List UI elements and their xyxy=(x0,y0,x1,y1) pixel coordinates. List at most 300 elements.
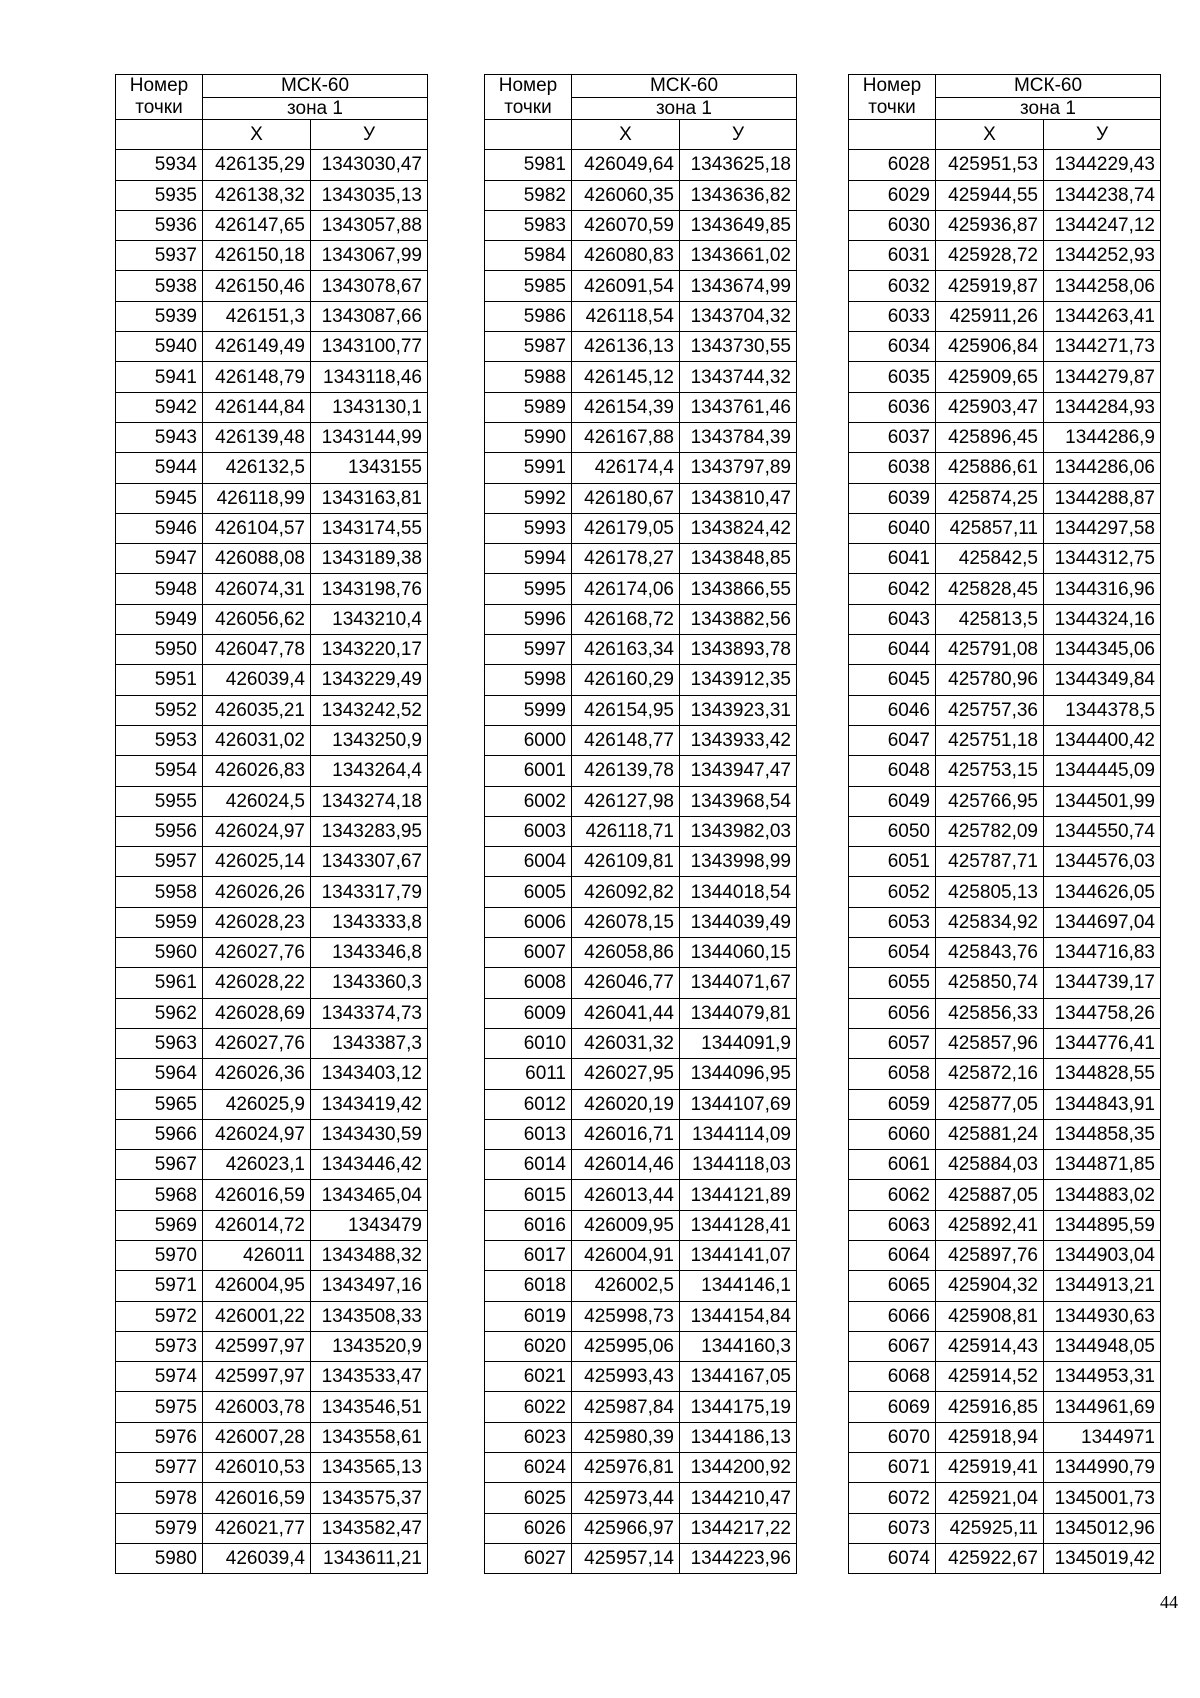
y-coordinate-cell: 1343465,04 xyxy=(311,1180,428,1210)
x-coordinate-cell: 426088,08 xyxy=(203,544,311,574)
point-number-cell: 5947 xyxy=(116,544,203,574)
table-row xyxy=(849,392,1161,422)
y-coordinate-cell: 1344210,47 xyxy=(680,1483,797,1513)
y-coordinate-cell: 1344883,02 xyxy=(1044,1180,1161,1210)
point-number-header: Номер точки xyxy=(485,75,572,120)
table-row xyxy=(116,695,428,725)
y-coordinate-cell: 1343155 xyxy=(311,453,428,483)
table-row xyxy=(116,1059,428,1089)
x-coordinate-cell: 426039,4 xyxy=(203,1543,311,1573)
y-coordinate-cell: 1343558,61 xyxy=(311,1422,428,1452)
table-row xyxy=(116,816,428,846)
y-coordinate-cell: 1343649,85 xyxy=(680,210,797,240)
x-coordinate-cell: 426174,4 xyxy=(572,453,680,483)
x-coordinate-cell: 426178,27 xyxy=(572,544,680,574)
point-number-cell: 6034 xyxy=(849,332,936,362)
table-row xyxy=(116,1422,428,1452)
point-number-cell: 5952 xyxy=(116,695,203,725)
y-coordinate-cell: 1344990,79 xyxy=(1044,1453,1161,1483)
table-row xyxy=(116,998,428,1028)
point-number-cell: 6049 xyxy=(849,786,936,816)
x-coordinate-cell: 425908,81 xyxy=(936,1301,1044,1331)
x-coordinate-cell: 425842,5 xyxy=(936,544,1044,574)
table-row xyxy=(849,513,1161,543)
table-row xyxy=(849,1180,1161,1210)
point-number-cell: 5988 xyxy=(485,362,572,392)
table-row xyxy=(485,998,797,1028)
y-coordinate-cell: 1343824,42 xyxy=(680,513,797,543)
point-number-cell: 6045 xyxy=(849,665,936,695)
point-number-cell: 6038 xyxy=(849,453,936,483)
y-coordinate-cell: 1343274,18 xyxy=(311,786,428,816)
x-coordinate-cell: 425914,43 xyxy=(936,1331,1044,1361)
y-coordinate-cell: 1343947,47 xyxy=(680,756,797,786)
point-number-cell: 5991 xyxy=(485,453,572,483)
table-row xyxy=(485,847,797,877)
table-row xyxy=(849,1543,1161,1573)
y-coordinate-cell: 1343625,18 xyxy=(680,150,797,180)
table-row xyxy=(485,301,797,331)
point-number-cell: 5934 xyxy=(116,150,203,180)
point-number-cell: 6072 xyxy=(849,1483,936,1513)
point-number-cell: 6022 xyxy=(485,1392,572,1422)
point-number-cell: 6003 xyxy=(485,816,572,846)
table-row xyxy=(485,574,797,604)
table-row xyxy=(116,1180,428,1210)
x-coordinate-cell: 426049,64 xyxy=(572,150,680,180)
table-row xyxy=(849,938,1161,968)
table-row xyxy=(849,635,1161,665)
y-coordinate-cell: 1343189,38 xyxy=(311,544,428,574)
y-coordinate-cell: 1344345,06 xyxy=(1044,635,1161,665)
point-number-cell: 5966 xyxy=(116,1119,203,1149)
x-coordinate-cell: 425998,73 xyxy=(572,1301,680,1331)
point-number-cell: 5954 xyxy=(116,756,203,786)
point-number-cell: 5964 xyxy=(116,1059,203,1089)
x-coordinate-cell: 426016,59 xyxy=(203,1483,311,1513)
x-coordinate-cell: 426025,14 xyxy=(203,847,311,877)
x-coordinate-cell: 425892,41 xyxy=(936,1210,1044,1240)
table-row xyxy=(485,1150,797,1180)
x-coordinate-cell: 425980,39 xyxy=(572,1422,680,1452)
point-number-cell: 6050 xyxy=(849,816,936,846)
table-row xyxy=(485,453,797,483)
x-coordinate-cell: 426016,59 xyxy=(203,1180,311,1210)
x-coordinate-cell: 425922,67 xyxy=(936,1543,1044,1573)
table-row xyxy=(485,1240,797,1270)
table-row xyxy=(116,1331,428,1361)
table-row xyxy=(485,725,797,755)
point-number-cell: 5980 xyxy=(116,1543,203,1573)
table-row xyxy=(849,1150,1161,1180)
x-coordinate-cell: 426041,44 xyxy=(572,998,680,1028)
point-number-cell: 5957 xyxy=(116,847,203,877)
x-coordinate-cell: 426047,78 xyxy=(203,635,311,665)
x-coordinate-cell: 426150,46 xyxy=(203,271,311,301)
point-number-cell: 6039 xyxy=(849,483,936,513)
point-number-cell: 5986 xyxy=(485,301,572,331)
x-coordinate-cell: 425887,05 xyxy=(936,1180,1044,1210)
x-coordinate-cell: 426180,67 xyxy=(572,483,680,513)
y-coordinate-cell: 1344229,43 xyxy=(1044,150,1161,180)
table-row xyxy=(485,786,797,816)
x-coordinate-cell: 426004,91 xyxy=(572,1240,680,1270)
point-number-cell: 5967 xyxy=(116,1150,203,1180)
x-coordinate-cell: 425780,96 xyxy=(936,665,1044,695)
table-row xyxy=(485,907,797,937)
point-number-cell: 6056 xyxy=(849,998,936,1028)
y-coordinate-cell: 1343130,1 xyxy=(311,392,428,422)
point-number-cell: 5953 xyxy=(116,725,203,755)
point-number-cell: 6066 xyxy=(849,1301,936,1331)
point-number-cell: 6010 xyxy=(485,1028,572,1058)
y-coordinate-cell: 1344060,15 xyxy=(680,938,797,968)
header-empty-cell xyxy=(849,120,936,150)
point-number-cell: 5938 xyxy=(116,271,203,301)
y-coordinate-cell: 1343611,21 xyxy=(311,1543,428,1573)
y-coordinate-cell: 1343968,54 xyxy=(680,786,797,816)
y-coordinate-cell: 1343998,99 xyxy=(680,847,797,877)
x-coordinate-cell: 425966,97 xyxy=(572,1513,680,1543)
x-coordinate-cell: 425857,96 xyxy=(936,1028,1044,1058)
y-coordinate-cell: 1343674,99 xyxy=(680,271,797,301)
y-coordinate-cell: 1343118,46 xyxy=(311,362,428,392)
x-coordinate-cell: 425896,45 xyxy=(936,422,1044,452)
y-coordinate-cell: 1343704,32 xyxy=(680,301,797,331)
y-coordinate-cell: 1343419,42 xyxy=(311,1089,428,1119)
point-number-cell: 5940 xyxy=(116,332,203,362)
x-coordinate-cell: 425751,18 xyxy=(936,725,1044,755)
y-coordinate-cell: 1343333,8 xyxy=(311,907,428,937)
table-row xyxy=(849,1513,1161,1543)
y-coordinate-cell: 1343220,17 xyxy=(311,635,428,665)
table-row xyxy=(485,1331,797,1361)
x-coordinate-cell: 425843,76 xyxy=(936,938,1044,968)
point-number-cell: 6036 xyxy=(849,392,936,422)
x-coordinate-cell: 426014,72 xyxy=(203,1210,311,1240)
y-coordinate-cell: 1343508,33 xyxy=(311,1301,428,1331)
table-row xyxy=(849,604,1161,634)
y-coordinate-cell: 1343374,73 xyxy=(311,998,428,1028)
x-coordinate-cell: 426027,76 xyxy=(203,938,311,968)
table-row xyxy=(849,241,1161,271)
table-row xyxy=(849,816,1161,846)
y-coordinate-cell: 1344107,69 xyxy=(680,1089,797,1119)
y-coordinate-cell: 1343030,47 xyxy=(311,150,428,180)
x-coordinate-cell: 426118,99 xyxy=(203,483,311,513)
point-number-cell: 6032 xyxy=(849,271,936,301)
point-number-cell: 6037 xyxy=(849,422,936,452)
x-coordinate-cell: 425976,81 xyxy=(572,1453,680,1483)
x-coordinate-cell: 426060,35 xyxy=(572,180,680,210)
point-number-cell: 5985 xyxy=(485,271,572,301)
point-number-cell: 5968 xyxy=(116,1180,203,1210)
coordinates-table-3 xyxy=(848,74,1161,1574)
table-row xyxy=(849,786,1161,816)
x-coordinate-cell: 426026,83 xyxy=(203,756,311,786)
table-row xyxy=(849,1271,1161,1301)
table-row xyxy=(849,301,1161,331)
point-number-cell: 6062 xyxy=(849,1180,936,1210)
x-coordinate-cell: 425787,71 xyxy=(936,847,1044,877)
x-coordinate-cell: 426163,34 xyxy=(572,635,680,665)
table-row xyxy=(116,332,428,362)
y-coordinate-cell: 1343982,03 xyxy=(680,816,797,846)
page-number: 44 xyxy=(1160,1592,1178,1612)
point-number-cell: 6040 xyxy=(849,513,936,543)
x-column-header: Х xyxy=(936,120,1044,150)
y-coordinate-cell: 1344871,85 xyxy=(1044,1150,1161,1180)
coordinate-system-header: МСК-60 xyxy=(936,75,1161,98)
y-coordinate-cell: 1344279,87 xyxy=(1044,362,1161,392)
table-row xyxy=(116,1240,428,1270)
y-coordinate-cell: 1344316,96 xyxy=(1044,574,1161,604)
point-number-cell: 5935 xyxy=(116,180,203,210)
table-row xyxy=(849,332,1161,362)
table-row xyxy=(849,1453,1161,1483)
x-coordinate-cell: 425897,76 xyxy=(936,1240,1044,1270)
table-row xyxy=(849,362,1161,392)
y-coordinate-cell: 1344576,03 xyxy=(1044,847,1161,877)
table-row xyxy=(485,1210,797,1240)
x-coordinate-cell: 426026,26 xyxy=(203,877,311,907)
table-row xyxy=(849,1392,1161,1422)
x-coordinate-cell: 426026,36 xyxy=(203,1059,311,1089)
table-row xyxy=(849,271,1161,301)
y-coordinate-cell: 1344400,42 xyxy=(1044,725,1161,755)
y-coordinate-cell: 1343533,47 xyxy=(311,1362,428,1392)
y-coordinate-cell: 1344286,06 xyxy=(1044,453,1161,483)
x-coordinate-cell: 425856,33 xyxy=(936,998,1044,1028)
y-coordinate-cell: 1344895,59 xyxy=(1044,1210,1161,1240)
table-row xyxy=(485,1271,797,1301)
x-coordinate-cell: 425872,16 xyxy=(936,1059,1044,1089)
table-row xyxy=(849,968,1161,998)
table-row xyxy=(485,150,797,180)
x-coordinate-cell: 425936,87 xyxy=(936,210,1044,240)
point-number-cell: 6001 xyxy=(485,756,572,786)
table-row xyxy=(116,907,428,937)
y-coordinate-cell: 1343784,39 xyxy=(680,422,797,452)
table-row xyxy=(849,907,1161,937)
x-coordinate-cell: 426024,5 xyxy=(203,786,311,816)
x-coordinate-cell: 426039,4 xyxy=(203,665,311,695)
point-number-cell: 5973 xyxy=(116,1331,203,1361)
table-row xyxy=(849,695,1161,725)
y-coordinate-cell: 1343210,4 xyxy=(311,604,428,634)
table-row xyxy=(485,483,797,513)
table-row xyxy=(849,180,1161,210)
y-coordinate-cell: 1344263,41 xyxy=(1044,301,1161,331)
x-coordinate-cell: 425903,47 xyxy=(936,392,1044,422)
x-coordinate-cell: 425886,61 xyxy=(936,453,1044,483)
table-row xyxy=(485,1422,797,1452)
y-coordinate-cell: 1344146,1 xyxy=(680,1271,797,1301)
y-coordinate-cell: 1343403,12 xyxy=(311,1059,428,1089)
point-number-cell: 6016 xyxy=(485,1210,572,1240)
point-number-cell: 6007 xyxy=(485,938,572,968)
x-coordinate-cell: 426035,21 xyxy=(203,695,311,725)
point-number-cell: 6009 xyxy=(485,998,572,1028)
table-row xyxy=(116,544,428,574)
table-row xyxy=(485,513,797,543)
point-number-cell: 6028 xyxy=(849,150,936,180)
y-coordinate-cell: 1343242,52 xyxy=(311,695,428,725)
x-coordinate-cell: 426014,46 xyxy=(572,1150,680,1180)
x-coordinate-cell: 425919,87 xyxy=(936,271,1044,301)
x-coordinate-cell: 426080,83 xyxy=(572,241,680,271)
point-number-cell: 5999 xyxy=(485,695,572,725)
x-coordinate-cell: 426147,65 xyxy=(203,210,311,240)
point-number-cell: 6055 xyxy=(849,968,936,998)
point-number-cell: 6053 xyxy=(849,907,936,937)
point-number-cell: 6067 xyxy=(849,1331,936,1361)
y-coordinate-cell: 1343744,32 xyxy=(680,362,797,392)
table-row xyxy=(485,180,797,210)
x-coordinate-cell: 426002,5 xyxy=(572,1271,680,1301)
x-coordinate-cell: 426058,86 xyxy=(572,938,680,968)
x-coordinate-cell: 425944,55 xyxy=(936,180,1044,210)
table-row xyxy=(116,483,428,513)
table-row xyxy=(116,210,428,240)
table-row xyxy=(116,1513,428,1543)
table-row xyxy=(116,1210,428,1240)
point-number-cell: 6006 xyxy=(485,907,572,937)
y-coordinate-cell: 1343087,66 xyxy=(311,301,428,331)
y-coordinate-cell: 1343430,59 xyxy=(311,1119,428,1149)
point-number-cell: 6012 xyxy=(485,1089,572,1119)
x-coordinate-cell: 426127,98 xyxy=(572,786,680,816)
point-number-cell: 6069 xyxy=(849,1392,936,1422)
point-number-cell: 6046 xyxy=(849,695,936,725)
x-coordinate-cell: 425951,53 xyxy=(936,150,1044,180)
x-coordinate-cell: 425828,45 xyxy=(936,574,1044,604)
point-number-cell: 5983 xyxy=(485,210,572,240)
table-row xyxy=(849,1059,1161,1089)
table-row xyxy=(116,1119,428,1149)
x-coordinate-cell: 425925,11 xyxy=(936,1513,1044,1543)
point-number-cell: 6043 xyxy=(849,604,936,634)
y-coordinate-cell: 1343250,9 xyxy=(311,725,428,755)
point-number-cell: 6002 xyxy=(485,786,572,816)
point-number-cell: 6052 xyxy=(849,877,936,907)
point-number-cell: 6058 xyxy=(849,1059,936,1089)
y-coordinate-cell: 1344200,92 xyxy=(680,1453,797,1483)
point-number-cell: 5994 xyxy=(485,544,572,574)
point-number-cell: 5949 xyxy=(116,604,203,634)
x-coordinate-cell: 425813,5 xyxy=(936,604,1044,634)
table-row xyxy=(485,241,797,271)
y-coordinate-cell: 1343387,3 xyxy=(311,1028,428,1058)
x-coordinate-cell: 426007,28 xyxy=(203,1422,311,1452)
y-coordinate-cell: 1343661,02 xyxy=(680,241,797,271)
y-coordinate-cell: 1344175,19 xyxy=(680,1392,797,1422)
table-row xyxy=(116,1150,428,1180)
point-number-cell: 5976 xyxy=(116,1422,203,1452)
x-coordinate-cell: 426010,53 xyxy=(203,1453,311,1483)
x-coordinate-cell: 426024,97 xyxy=(203,816,311,846)
table-row xyxy=(485,635,797,665)
x-coordinate-cell: 426118,54 xyxy=(572,301,680,331)
table-row xyxy=(849,998,1161,1028)
table-row xyxy=(116,392,428,422)
table-row xyxy=(849,574,1161,604)
y-coordinate-cell: 1344828,55 xyxy=(1044,1059,1161,1089)
y-coordinate-cell: 1344217,22 xyxy=(680,1513,797,1543)
x-coordinate-cell: 426144,84 xyxy=(203,392,311,422)
y-coordinate-cell: 1345001,73 xyxy=(1044,1483,1161,1513)
y-coordinate-cell: 1343893,78 xyxy=(680,635,797,665)
table-row xyxy=(849,1240,1161,1270)
table-row xyxy=(485,332,797,362)
y-coordinate-cell: 1343582,47 xyxy=(311,1513,428,1543)
table-row xyxy=(116,1089,428,1119)
point-number-cell: 5951 xyxy=(116,665,203,695)
table-row xyxy=(485,1301,797,1331)
table-row xyxy=(116,362,428,392)
header-empty-cell xyxy=(485,120,572,150)
point-number-cell: 5990 xyxy=(485,422,572,452)
x-coordinate-cell: 426148,79 xyxy=(203,362,311,392)
y-column-header: У xyxy=(1044,120,1161,150)
y-coordinate-cell: 1344128,41 xyxy=(680,1210,797,1240)
y-coordinate-cell: 1344154,84 xyxy=(680,1301,797,1331)
table-row xyxy=(116,1362,428,1392)
x-coordinate-cell: 426046,77 xyxy=(572,968,680,998)
x-coordinate-cell: 425782,09 xyxy=(936,816,1044,846)
y-coordinate-cell: 1344160,3 xyxy=(680,1331,797,1361)
x-coordinate-cell: 426009,95 xyxy=(572,1210,680,1240)
y-coordinate-cell: 1343446,42 xyxy=(311,1150,428,1180)
x-coordinate-cell: 425753,15 xyxy=(936,756,1044,786)
x-coordinate-cell: 426011 xyxy=(203,1240,311,1270)
y-coordinate-cell: 1343565,13 xyxy=(311,1453,428,1483)
y-coordinate-cell: 1343497,16 xyxy=(311,1271,428,1301)
x-coordinate-cell: 425911,26 xyxy=(936,301,1044,331)
table-row xyxy=(116,1028,428,1058)
table-row xyxy=(116,604,428,634)
point-number-cell: 5998 xyxy=(485,665,572,695)
y-coordinate-cell: 1344550,74 xyxy=(1044,816,1161,846)
x-coordinate-cell: 425850,74 xyxy=(936,968,1044,998)
table-row xyxy=(485,210,797,240)
point-number-cell: 6027 xyxy=(485,1543,572,1573)
point-number-cell: 6064 xyxy=(849,1240,936,1270)
x-coordinate-cell: 425987,84 xyxy=(572,1392,680,1422)
x-coordinate-cell: 426138,32 xyxy=(203,180,311,210)
table-row xyxy=(116,453,428,483)
point-number-cell: 5948 xyxy=(116,574,203,604)
point-number-cell: 5937 xyxy=(116,241,203,271)
point-number-cell: 6026 xyxy=(485,1513,572,1543)
point-number-cell: 5970 xyxy=(116,1240,203,1270)
table-row xyxy=(116,150,428,180)
table-row xyxy=(485,422,797,452)
table-row xyxy=(485,877,797,907)
table-row xyxy=(849,544,1161,574)
x-coordinate-cell: 425993,43 xyxy=(572,1362,680,1392)
x-coordinate-cell: 426160,29 xyxy=(572,665,680,695)
y-coordinate-cell: 1344114,09 xyxy=(680,1119,797,1149)
point-number-cell: 5963 xyxy=(116,1028,203,1058)
table-row xyxy=(485,1453,797,1483)
y-coordinate-cell: 1343078,67 xyxy=(311,271,428,301)
y-coordinate-cell: 1343035,13 xyxy=(311,180,428,210)
x-coordinate-cell: 425884,03 xyxy=(936,1150,1044,1180)
y-coordinate-cell: 1343923,31 xyxy=(680,695,797,725)
y-coordinate-cell: 1343636,82 xyxy=(680,180,797,210)
point-number-cell: 6051 xyxy=(849,847,936,877)
